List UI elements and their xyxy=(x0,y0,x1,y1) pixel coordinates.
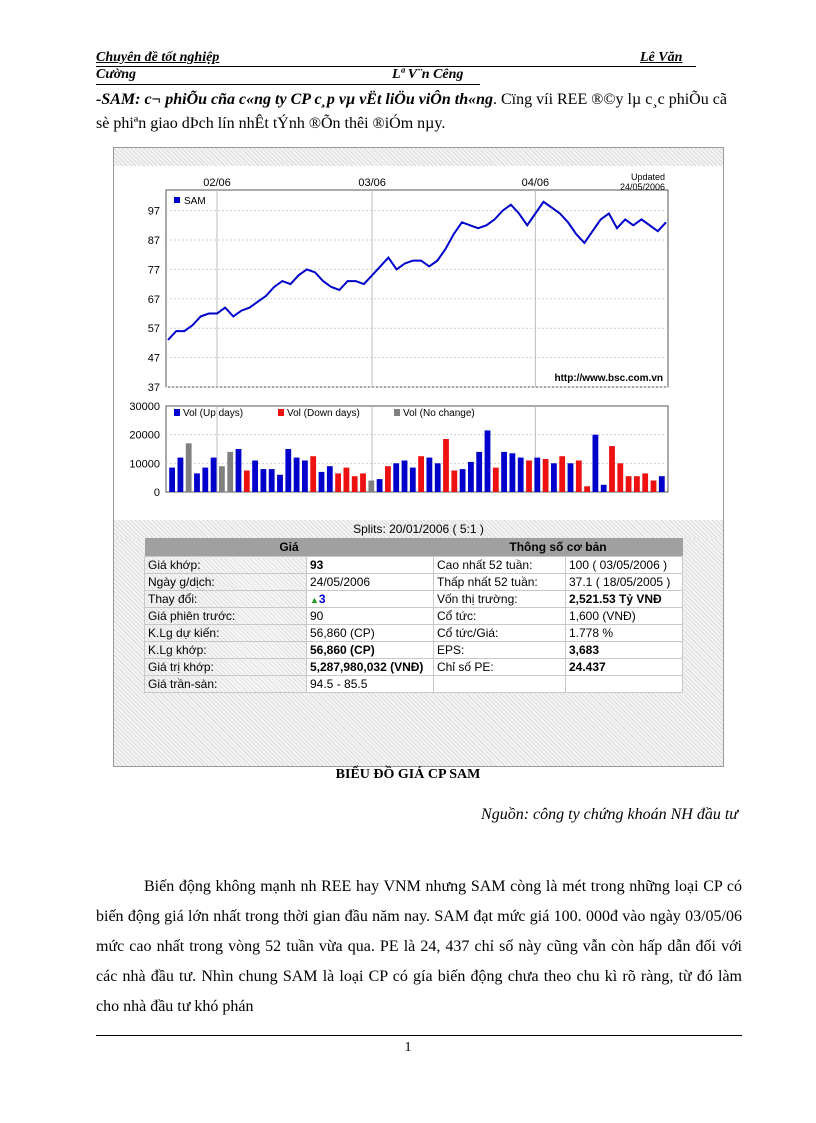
stock-chart-panel xyxy=(113,147,724,767)
volume-bar xyxy=(178,458,184,492)
volume-bar xyxy=(659,476,665,492)
updated-label: Updated xyxy=(630,172,665,182)
volume-bar xyxy=(543,459,549,492)
row-label: Cao nhất 52 tuần: xyxy=(434,557,566,574)
row-label xyxy=(434,676,566,693)
volume-bar xyxy=(518,458,524,492)
table-row xyxy=(145,574,683,591)
price-tick-label: 97 xyxy=(147,205,160,218)
volume-bar xyxy=(510,453,516,492)
volume-bar xyxy=(310,456,316,492)
volume-bar xyxy=(211,458,217,492)
price-tick-label: 57 xyxy=(147,323,160,336)
volume-bar xyxy=(427,458,433,492)
row-value: 1,600 (VNĐ) xyxy=(566,608,683,625)
volume-bar xyxy=(435,463,441,492)
row-label: Ngày g/dịch: xyxy=(145,574,307,591)
volume-bar xyxy=(634,476,640,492)
volume-bar xyxy=(186,443,192,492)
volume-bar xyxy=(393,463,399,492)
month-label: 03/06 xyxy=(358,177,386,189)
header-author-alt: Lª V¨n Cêng xyxy=(392,67,464,82)
volume-bar xyxy=(626,476,632,492)
volume-bar xyxy=(568,463,574,492)
volume-bar xyxy=(443,439,449,492)
volume-bar xyxy=(576,461,582,493)
volume-bar xyxy=(236,449,242,492)
row-label: Thấp nhất 52 tuần: xyxy=(434,574,566,591)
table-row xyxy=(145,642,683,659)
volume-bar xyxy=(194,473,200,492)
volume-bar xyxy=(493,468,499,492)
legend-sam-swatch xyxy=(174,197,180,203)
watermark-url: http://www.bsc.com.vn xyxy=(554,373,663,384)
row-value: 24.437 xyxy=(566,659,683,676)
footer-rule xyxy=(96,1035,742,1036)
row-value: 1.778 % xyxy=(566,625,683,642)
updated-date: 24/05/2006 xyxy=(619,182,665,192)
volume-tick-label: 10000 xyxy=(129,458,160,471)
table-row xyxy=(145,591,683,608)
volume-bar xyxy=(169,468,175,492)
row-label: EPS: xyxy=(434,642,566,659)
row-value: 93 xyxy=(307,557,434,574)
volume-legend-label: Vol (Up days) xyxy=(183,408,244,419)
row-value: 5,287,980,032 (VNĐ) xyxy=(307,659,434,676)
volume-bar xyxy=(277,475,283,492)
volume-bar xyxy=(468,462,474,492)
row-label: Thay đổi: xyxy=(145,591,307,608)
volume-bar xyxy=(377,479,383,492)
volume-bar xyxy=(219,466,225,492)
volume-bar xyxy=(269,469,275,492)
volume-bar xyxy=(601,485,607,492)
volume-legend-swatch xyxy=(278,409,284,416)
volume-bar xyxy=(651,481,657,493)
price-tick-label: 37 xyxy=(147,382,160,394)
month-label: 04/06 xyxy=(521,177,550,189)
volume-bar xyxy=(302,461,308,493)
change-cell xyxy=(307,591,434,608)
table-head-fundamentals: Thông số cơ bản xyxy=(434,538,683,557)
volume-bar xyxy=(352,476,358,492)
volume-bar xyxy=(451,471,457,493)
price-tick-label: 47 xyxy=(147,352,160,365)
stock-info-table xyxy=(144,538,683,693)
intro-paragraph xyxy=(96,88,742,136)
row-value xyxy=(566,676,683,693)
body-paragraph: Biến động không mạnh nh REE hay VNM nhưng SAM còng là mét trong những loại CP có biến động giá lớn nhất trong thời gian đầu năm nay. SAM đạt mức giá 100. 000đ vào ngày 03/05/06 mức cao nhất trong vòng 52 tuần vừa qua. PE là 24, 437 chỉ số này cũng vẫn còn hấp dẫn đối với các nhà đầu tư. Nhìn chung SAM là loại CP có gía biến động chưa theo chu kì rõ ràng, từ đó làm cho nhà đầu tư khó phán xyxy=(96,878,742,1015)
price-tick-label: 87 xyxy=(147,234,160,247)
row-label: K.Lg dự kiến: xyxy=(145,625,307,642)
header-doc-title: Chuyên đề tốt nghiệp xyxy=(96,50,220,65)
volume-bar xyxy=(485,430,491,492)
table-row xyxy=(145,625,683,642)
volume-tick-label: 20000 xyxy=(129,429,160,442)
header-author-cont: Cường xyxy=(96,67,137,82)
figure-source: Nguồn: công ty chứng khoán NH đầu tư xyxy=(481,806,738,823)
price-volume-chart xyxy=(114,148,723,520)
row-value: 100 ( 03/05/2006 ) xyxy=(566,557,683,574)
row-label: Giá phiên trước: xyxy=(145,608,307,625)
row-value: 37.1 ( 18/05/2005 ) xyxy=(566,574,683,591)
row-label: K.Lg khớp: xyxy=(145,642,307,659)
volume-bar xyxy=(617,463,623,492)
table-row xyxy=(145,557,683,574)
splits-info: Splits: 20/01/2006 ( 5:1 ) xyxy=(353,522,484,536)
row-value: 2,521.53 Tỷ VNĐ xyxy=(566,591,683,608)
change-value: 3 xyxy=(318,592,326,606)
volume-bar xyxy=(360,473,366,492)
price-tick-label: 77 xyxy=(147,264,160,277)
row-label: Cổ tức: xyxy=(434,608,566,625)
volume-bar xyxy=(501,452,507,492)
volume-legend-label: Vol (Down days) xyxy=(287,408,360,419)
row-label: Giá khớp: xyxy=(145,557,307,574)
volume-bar xyxy=(642,473,648,492)
row-value: 3,683 xyxy=(566,642,683,659)
volume-bar xyxy=(534,458,540,492)
volume-legend-swatch xyxy=(174,409,180,416)
price-tick-label: 67 xyxy=(147,293,160,306)
header-rule-2 xyxy=(96,84,480,85)
volume-tick-label: 30000 xyxy=(129,401,160,413)
volume-bar xyxy=(252,461,258,493)
table-row xyxy=(145,659,683,676)
volume-bar xyxy=(559,456,565,492)
row-value: 90 xyxy=(307,608,434,625)
volume-bar xyxy=(476,452,482,492)
volume-bar xyxy=(335,473,341,492)
volume-bar xyxy=(344,468,350,492)
volume-bar xyxy=(593,435,599,492)
row-value: 94.5 - 85.5 xyxy=(307,676,434,693)
volume-bar xyxy=(368,481,374,493)
volume-bar xyxy=(261,469,267,492)
intro-rest: . Cïng víi REE ®©y lµ c¸c phiÕu cã sè phiªn giao dÞch lín nhÊt tÝnh ®Õn thêi ®iÓm nµy. xyxy=(96,91,727,132)
table-head-price: Giá xyxy=(145,538,434,557)
volume-bar xyxy=(526,461,532,493)
header-rule-1 xyxy=(96,66,696,67)
row-label: Giá trần-sàn: xyxy=(145,676,307,693)
row-label: Giá trị khớp: xyxy=(145,659,307,676)
table-row xyxy=(145,608,683,625)
month-label: 02/06 xyxy=(203,177,231,189)
volume-legend-label: Vol (No change) xyxy=(403,408,475,419)
row-value: 56,860 (CP) xyxy=(307,642,434,659)
intro-italic: -SAM: c¬ phiÕu cña c«ng ty CP c¸p vµ vËt liÖu viÔn th«ng xyxy=(96,91,493,108)
volume-bar xyxy=(460,469,466,492)
volume-bar xyxy=(551,463,557,492)
volume-bar xyxy=(327,466,333,492)
row-value: 56,860 (CP) xyxy=(307,625,434,642)
row-value: 24/05/2006 xyxy=(307,574,434,591)
volume-bar xyxy=(294,458,300,492)
legend-sam-label: SAM xyxy=(184,196,206,207)
row-label: Cổ tức/Giá: xyxy=(434,625,566,642)
price-plot-area xyxy=(166,190,668,387)
table-row xyxy=(145,676,683,693)
volume-bar xyxy=(385,466,391,492)
volume-bar xyxy=(609,446,615,492)
volume-bar xyxy=(244,471,250,493)
header-author: Lê Văn xyxy=(640,50,683,65)
volume-legend-swatch xyxy=(394,409,400,416)
volume-bar xyxy=(584,486,590,492)
volume-bar xyxy=(402,461,408,493)
volume-tick-label: 0 xyxy=(153,487,160,499)
page-number: 1 xyxy=(404,1040,412,1055)
volume-bar xyxy=(418,456,424,492)
row-label: Vốn thị trường: xyxy=(434,591,566,608)
up-arrow-icon: ▲ xyxy=(310,595,319,605)
volume-bar xyxy=(319,472,325,492)
volume-bar xyxy=(285,449,291,492)
figure-caption: BIỂU ĐỒ GIÁ CP SAM xyxy=(335,767,481,782)
volume-bar xyxy=(227,452,233,492)
volume-bar xyxy=(410,468,416,492)
row-label: Chỉ số PE: xyxy=(434,659,566,676)
volume-bar xyxy=(202,468,208,492)
